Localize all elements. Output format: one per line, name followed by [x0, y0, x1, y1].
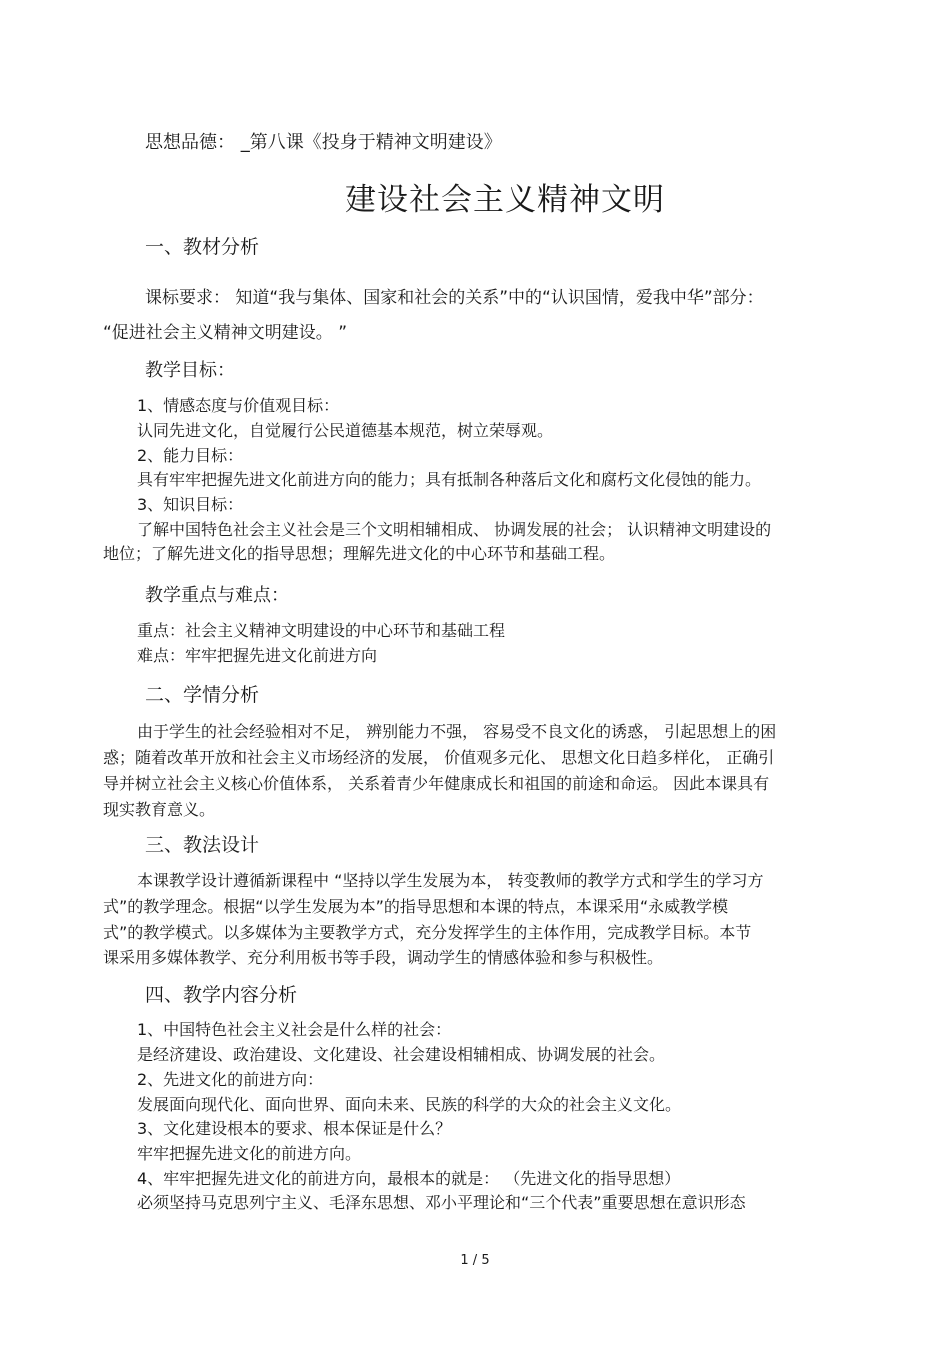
student-analysis-line-1: 由于学生的社会经验相对不足， 辨别能力不强， 容易受不良文化的诱惑， 引起思想上的困: [137, 722, 777, 741]
content-item-1: 1、中国特色社会主义社会是什么样的社会：: [137, 1020, 452, 1039]
curriculum-standard-line-2: “促进社会主义精神文明建设。 ”: [103, 323, 348, 343]
goal-1-text: 认同先进文化，自觉履行公民道德基本规范，树立荣辱观。: [137, 421, 554, 440]
method-design-line-4: 课采用多媒体教学、充分利用板书等手段，调动学生的情感体验和参与积极性。: [103, 948, 664, 967]
content-item-3: 3、文化建设根本的要求、根本保证是什么？: [137, 1119, 452, 1138]
method-design-line-1: 本课教学设计遵循新课程中 “坚持以学生发展为本， 转变教师的教学方式和学生的学习方: [137, 871, 764, 890]
page-title: 建设社会主义精神文明: [345, 182, 665, 218]
goal-2-title: 2、能力目标：: [137, 446, 244, 465]
content-item-1-answer: 是经济建设、政治建设、文化建设、社会建设相辅相成、协调发展的社会。: [137, 1045, 666, 1064]
teaching-goals-heading: 教学目标：: [145, 360, 235, 381]
section-heading-method-design: 三、教法设计: [145, 834, 260, 856]
curriculum-standard-line-1: 课标要求： 知道“我与集体、国家和社会的关系”中的“认识国情，爱我中华”部分：: [145, 288, 764, 308]
subject-line: 思想品德： _第八课《投身于精神文明建设》: [145, 132, 502, 153]
student-analysis-line-3: 导并树立社会主义核心价值体系， 关系着青少年健康成长和祖国的前途和命运。 因此本课具有: [103, 774, 770, 793]
difficult-point: 难点：牢牢把握先进文化前进方向: [137, 646, 378, 665]
content-item-3-answer: 牢牢把握先进文化的前进方向。: [137, 1144, 362, 1163]
key-point: 重点：社会主义精神文明建设的中心环节和基础工程: [137, 621, 506, 640]
goal-3-title: 3、知识目标：: [137, 495, 244, 514]
goal-2-text: 具有牢牢把握先进文化前进方向的能力；具有抵制各种落后文化和腐朽文化侵蚀的能力。: [137, 470, 762, 489]
student-analysis-line-2: 惑；随着改革开放和社会主义市场经济的发展， 价值观多元化、 思想文化日趋多样化， 正确引: [103, 748, 775, 767]
method-design-line-2: 式”的教学理念。根据“以学生发展为本”的指导思想和本课的特点，本课采用“永威教学模: [103, 897, 729, 916]
goal-3-line-2: 地位；了解先进文化的指导思想；理解先进文化的中心环节和基础工程。: [103, 544, 616, 563]
content-item-4: 4、牢牢把握先进文化的前进方向，最根本的就是： （先进文化的指导思想）: [137, 1169, 681, 1188]
section-heading-content-analysis: 四、教学内容分析: [145, 984, 298, 1006]
content-item-2: 2、先进文化的前进方向：: [137, 1070, 324, 1089]
section-heading-student-analysis: 二、学情分析: [145, 684, 260, 706]
content-item-4-answer: 必须坚持马克思列宁主义、毛泽东思想、邓小平理论和“三个代表”重要思想在意识形态: [137, 1193, 746, 1212]
goal-1-title: 1、情感态度与价值观目标：: [137, 396, 340, 415]
goal-3-line-1: 了解中国特色社会主义社会是三个文明相辅相成、 协调发展的社会； 认识精神文明建设的: [137, 520, 772, 539]
page-number: 1 / 5: [460, 1253, 490, 1268]
section-heading-material-analysis: 一、教材分析: [145, 236, 260, 258]
method-design-line-3: 式”的教学模式。以多媒体为主要教学方式，充分发挥学生的主体作用，完成教学目标。本节: [103, 923, 752, 942]
key-points-heading: 教学重点与难点：: [145, 585, 289, 606]
content-item-2-answer: 发展面向现代化、面向世界、面向未来、民族的科学的大众的社会主义文化。: [137, 1095, 682, 1114]
student-analysis-line-4: 现实教育意义。: [103, 800, 216, 819]
